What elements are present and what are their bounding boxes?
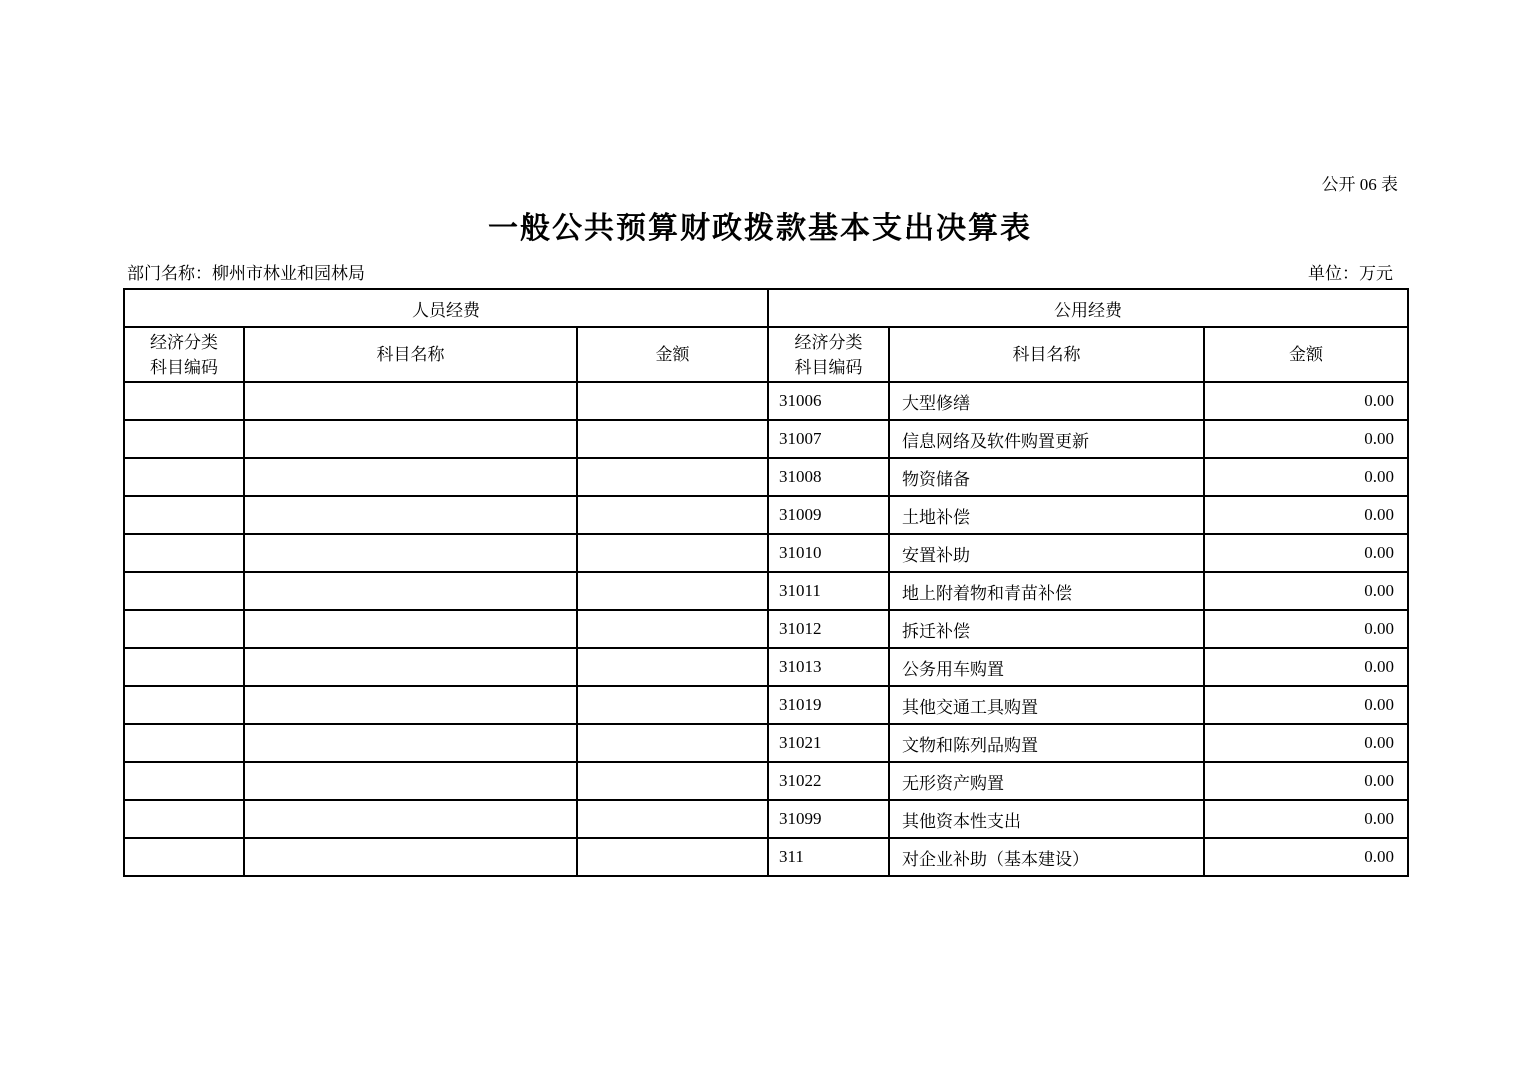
col-header-code-left	[124, 327, 244, 382]
cell-left-name	[244, 572, 577, 610]
table-row	[124, 838, 1408, 876]
cell-left-code	[124, 534, 244, 572]
cell-right-name: 无形资产购置	[889, 762, 1204, 800]
cell-right-amount: 0.00	[1204, 610, 1408, 648]
cell-left-name	[244, 762, 577, 800]
cell-left-code	[124, 382, 244, 420]
cell-right-amount: 0.00	[1204, 838, 1408, 876]
cell-right-code: 31099	[768, 800, 889, 838]
cell-right-code: 31010	[768, 534, 889, 572]
col-header-code-line1: 经济分类	[794, 332, 863, 352]
cell-left-code	[124, 648, 244, 686]
cell-right-amount: 0.00	[1204, 686, 1408, 724]
table-row	[124, 762, 1408, 800]
col-header-code-right	[768, 327, 889, 382]
group-header-public-funds: 公用经费	[768, 289, 1408, 327]
cell-left-name	[244, 724, 577, 762]
unit-label: 单位：万元	[1308, 264, 1393, 283]
table-row	[124, 382, 1408, 420]
cell-left-amount	[577, 420, 768, 458]
cell-right-amount: 0.00	[1204, 762, 1408, 800]
cell-left-amount	[577, 610, 768, 648]
cell-left-code	[124, 572, 244, 610]
cell-right-name: 地上附着物和青苗补偿	[889, 572, 1204, 610]
table-row	[124, 496, 1408, 534]
cell-right-amount: 0.00	[1204, 382, 1408, 420]
cell-left-code	[124, 838, 244, 876]
cell-right-name: 大型修缮	[889, 382, 1204, 420]
cell-left-code	[124, 724, 244, 762]
cell-left-name	[244, 458, 577, 496]
cell-left-code	[124, 610, 244, 648]
cell-right-code: 311	[768, 838, 889, 876]
cell-left-code	[124, 496, 244, 534]
cell-left-code	[124, 800, 244, 838]
col-header-code-line2: 科目编码	[150, 357, 218, 377]
cell-right-amount: 0.00	[1204, 458, 1408, 496]
cell-right-name: 安置补助	[889, 534, 1204, 572]
cell-right-name: 其他交通工具购置	[889, 686, 1204, 724]
cell-right-code: 31008	[768, 458, 889, 496]
table-body	[124, 382, 1408, 876]
page-title: 一般公共预算财政拨款基本支出决算表	[488, 212, 1032, 245]
table-row	[124, 610, 1408, 648]
cell-right-amount: 0.00	[1204, 420, 1408, 458]
col-header-amount-right: 金额	[1204, 327, 1408, 382]
table-row	[124, 800, 1408, 838]
table-row	[124, 724, 1408, 762]
budget-table	[123, 288, 1409, 877]
cell-left-name	[244, 648, 577, 686]
cell-left-name	[244, 800, 577, 838]
col-header-name-right: 科目名称	[889, 327, 1204, 382]
cell-left-code	[124, 420, 244, 458]
column-header-row	[124, 327, 1408, 382]
cell-right-amount: 0.00	[1204, 724, 1408, 762]
cell-right-amount: 0.00	[1204, 496, 1408, 534]
cell-right-amount: 0.00	[1204, 572, 1408, 610]
cell-left-amount	[577, 496, 768, 534]
table-row	[124, 648, 1408, 686]
table-row	[124, 572, 1408, 610]
col-header-name-left: 科目名称	[244, 327, 577, 382]
cell-right-name: 拆迁补偿	[889, 610, 1204, 648]
cell-left-name	[244, 838, 577, 876]
cell-right-name: 信息网络及软件购置更新	[889, 420, 1204, 458]
cell-left-amount	[577, 686, 768, 724]
cell-right-name: 文物和陈列品购置	[889, 724, 1204, 762]
cell-right-code: 31006	[768, 382, 889, 420]
cell-right-name: 物资储备	[889, 458, 1204, 496]
cell-left-amount	[577, 648, 768, 686]
cell-left-code	[124, 762, 244, 800]
table-row	[124, 534, 1408, 572]
cell-left-amount	[577, 382, 768, 420]
cell-right-code: 31011	[768, 572, 889, 610]
cell-left-name	[244, 496, 577, 534]
cell-left-name	[244, 382, 577, 420]
cell-left-name	[244, 610, 577, 648]
cell-left-code	[124, 458, 244, 496]
cell-right-code: 31013	[768, 648, 889, 686]
table-row	[124, 420, 1408, 458]
group-header-personnel-funds: 人员经费	[124, 289, 768, 327]
meta-row	[127, 259, 1393, 284]
cell-right-code: 31022	[768, 762, 889, 800]
cell-right-amount: 0.00	[1204, 648, 1408, 686]
cell-left-amount	[577, 838, 768, 876]
col-header-code-line2: 科目编码	[794, 357, 863, 377]
cell-left-amount	[577, 534, 768, 572]
table-row	[124, 458, 1408, 496]
col-header-amount-left: 金额	[577, 327, 768, 382]
group-header-row	[124, 289, 1408, 327]
cell-left-amount	[577, 458, 768, 496]
cell-right-name: 土地补偿	[889, 496, 1204, 534]
doc-number: 公开 06 表	[1321, 175, 1398, 194]
cell-right-code: 31012	[768, 610, 889, 648]
col-header-code-line1: 经济分类	[150, 332, 218, 352]
cell-left-name	[244, 686, 577, 724]
cell-right-amount: 0.00	[1204, 534, 1408, 572]
cell-left-name	[244, 420, 577, 458]
cell-right-code: 31021	[768, 724, 889, 762]
cell-right-name: 公务用车购置	[889, 648, 1204, 686]
cell-left-code	[124, 686, 244, 724]
table-row	[124, 686, 1408, 724]
cell-right-name: 其他资本性支出	[889, 800, 1204, 838]
cell-left-amount	[577, 762, 768, 800]
cell-right-code: 31007	[768, 420, 889, 458]
cell-right-code: 31019	[768, 686, 889, 724]
cell-left-amount	[577, 572, 768, 610]
cell-left-amount	[577, 800, 768, 838]
department-name: 部门名称：柳州市林业和园林局	[127, 264, 365, 283]
cell-right-code: 31009	[768, 496, 889, 534]
cell-left-name	[244, 534, 577, 572]
cell-left-amount	[577, 724, 768, 762]
cell-right-amount: 0.00	[1204, 800, 1408, 838]
cell-right-name: 对企业补助（基本建设）	[889, 838, 1204, 876]
